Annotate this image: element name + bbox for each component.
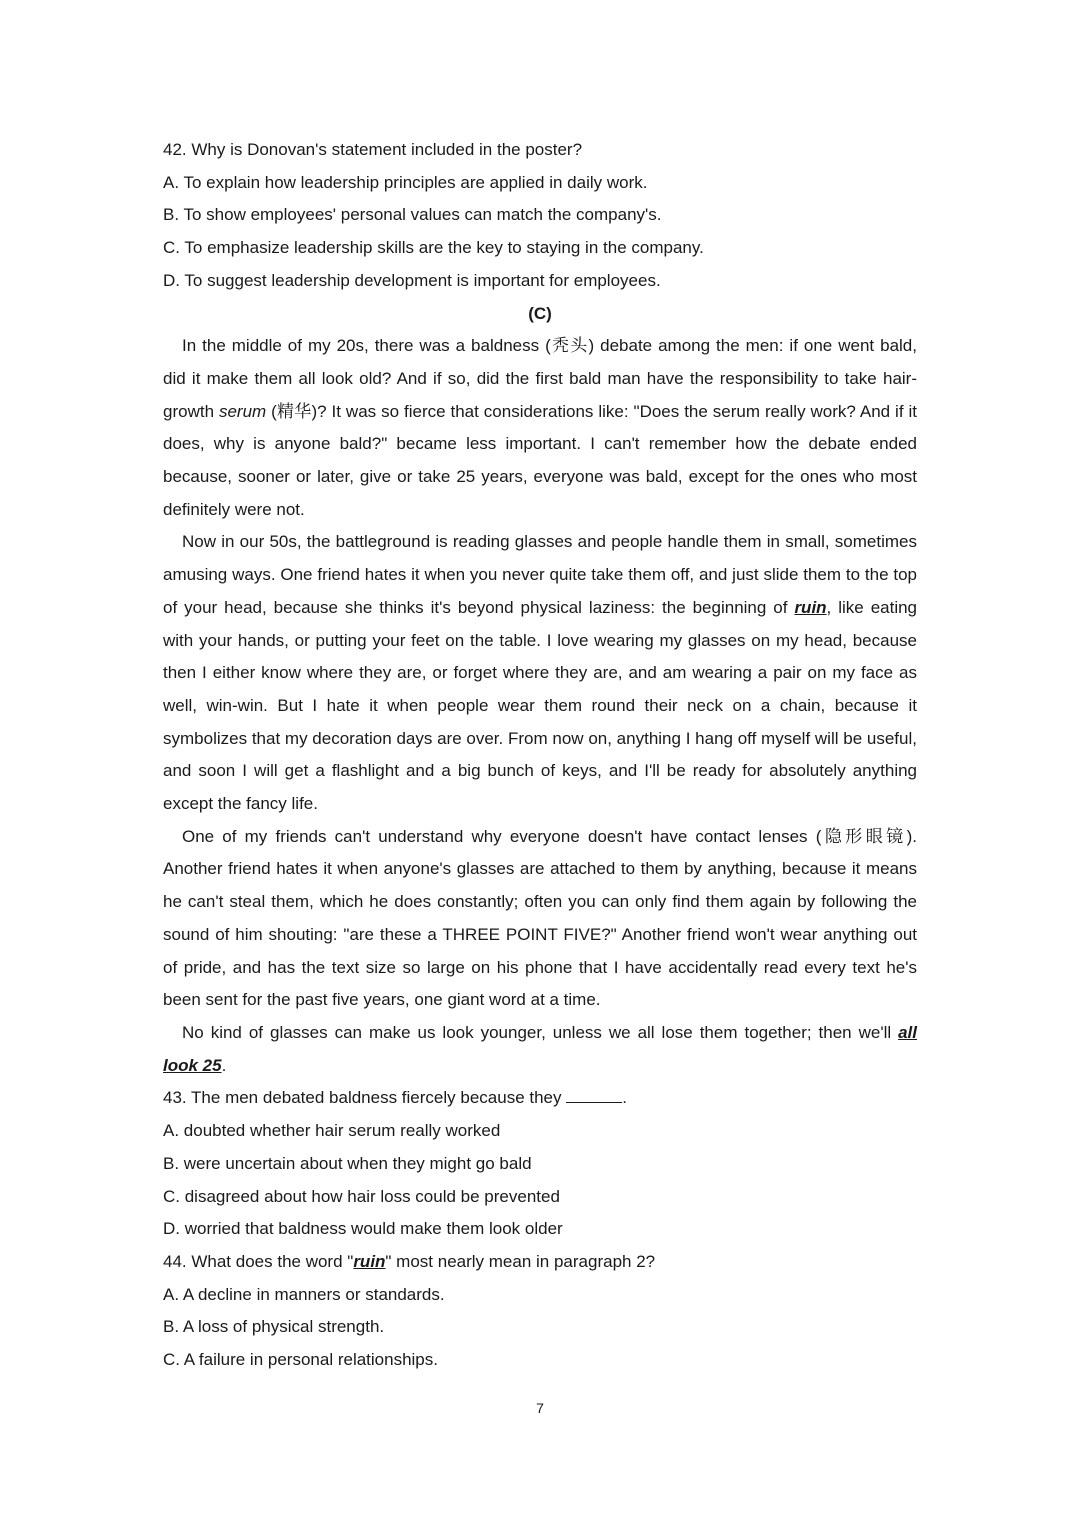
paragraph-4-text-b: . xyxy=(221,1055,227,1075)
question-44-option-a: A. A decline in manners or standards. xyxy=(163,1284,445,1304)
question-44-stem-a: 44. What does the word " xyxy=(163,1251,354,1271)
question-43-option-c: C. disagreed about how hair loss could be prevented xyxy=(163,1186,560,1206)
question-42-stem: 42. Why is Donovan's statement included in the poster? xyxy=(163,140,583,159)
serum-word: serum xyxy=(218,401,267,421)
question-43-option-d: D. worried that baldness would make them look older xyxy=(163,1219,563,1239)
paragraph-2-text-a: Now in our 50s, the battleground is reading glasses and people handle them in small, sometimes amusing ways. One friend hates it when you never quite take them off, and just slide them to the top of your head, because she thinks it's beyond physical laziness: the beginning of xyxy=(163,532,917,617)
question-44-stem-b: " most nearly mean in paragraph 2? xyxy=(385,1251,656,1271)
question-44-stem xyxy=(163,1246,917,1279)
question-43-stem xyxy=(163,1082,917,1115)
exam-page xyxy=(163,134,917,1377)
question-43-stem-text: 43. The men debated baldness fiercely because they xyxy=(163,1088,562,1108)
question-43-stem-end: . xyxy=(622,1088,627,1108)
passage-paragraph-4 xyxy=(163,1017,917,1082)
passage-paragraph-3: One of my friends can't understand why everyone doesn't have contact lenses (隐形眼镜). Another friend hates it when anyone's glasses are attached to them by anything, because it means he can't steal them, which he does constantly; often you can only find them again by following the sound of him shouting: "are these a THREE POINT FIVE?" Another friend won't wear anything out of pride, and has the text size so large on his phone that I have accidentally read every text he's been sent for the past five years, one giant word at a time. xyxy=(163,826,917,1010)
question-44-option-c: C. A failure in personal relationships. xyxy=(163,1350,438,1370)
paragraph-1-text-b: (精华)? It was so fierce that considerations like: "Does the serum really work? And if it does, why is anyone bald?" became less important. I can't remember how the debate ended because, sooner or later, give or take 25 years, everyone was bald, except for the ones who most definitely were not. xyxy=(163,401,917,519)
paragraph-4-text-a: No kind of glasses can make us look younger, unless we all lose them together; then we'll xyxy=(182,1022,899,1042)
paragraph-2-text-b: , like eating with your hands, or putting your feet on the table. I love wearing my glasses on my head, because then I either know where they are, or forget where they are, and am wearing a pair on my face as well, win-win. But I hate it when people wear them round their neck on a chain, because it symbolizes that my decoration days are over. From now on, anything I hang off myself will be useful, and soon I will get a flashlight and a big bunch of keys, and I'll be ready for absolutely anything except the fancy life. xyxy=(163,597,918,814)
paragraph-1-text-a: In the middle of my 20s, there was a baldness (秃头) debate among the men: if one went bald, did it make them all look old? And if so, did the first bald man have the responsibility to take hair-growth xyxy=(163,336,917,421)
page-number: 7 xyxy=(536,1400,544,1416)
question-42-option-b: B. To show employees' personal values can match the company's. xyxy=(163,205,662,225)
question-43-option-a: A. doubted whether hair serum really worked xyxy=(163,1121,501,1141)
question-43-option-b: B. were uncertain about when they might go bald xyxy=(163,1153,532,1173)
passage-paragraph-1 xyxy=(163,330,917,526)
question-44-ruin-keyword: ruin xyxy=(353,1251,386,1271)
passage-paragraph-2 xyxy=(163,526,917,820)
all-look-25-keyword: all look 25 xyxy=(163,1022,917,1075)
answer-blank xyxy=(566,1087,622,1103)
question-42-option-a: A. To explain how leadership principles are applied in daily work. xyxy=(163,172,648,192)
ruin-keyword: ruin xyxy=(794,597,827,617)
question-42-option-c: C. To emphasize leadership skills are the key to staying in the company. xyxy=(163,238,704,258)
question-42-option-d: D. To suggest leadership development is important for employees. xyxy=(163,270,661,290)
section-heading: (C) xyxy=(528,303,552,323)
question-44-option-b: B. A loss of physical strength. xyxy=(163,1317,385,1337)
